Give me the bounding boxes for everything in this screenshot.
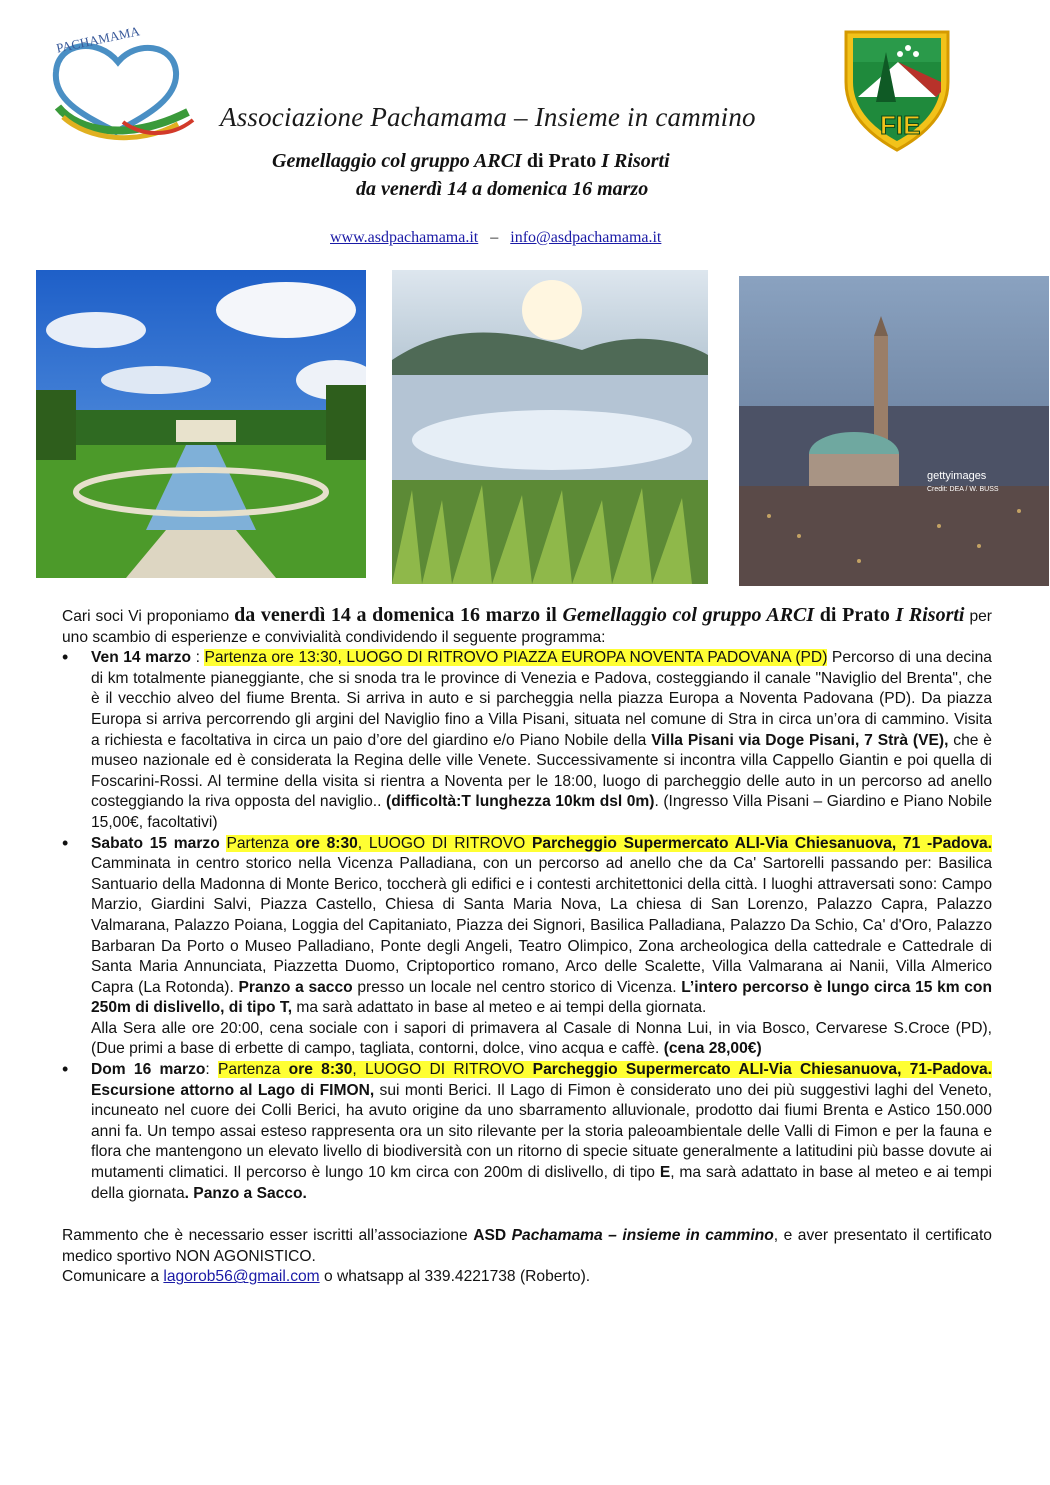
pachamama-logo-text: PACHAMAMA <box>54 23 141 56</box>
contact-links <box>330 229 661 247</box>
day-friday: • Ven 14 marzo : Partenza ore 13:30, LUOGO DI RITROVO PIAZZA EUROPA NOVENTA PADOVANA (PD) Percorso di una decina di km totalmente pianeggiante, che si snoda tra le province di Venezia e Padova, costeggiando il canale "Naviglio del Brenta", che è il vecchio alveo del fiume Brenta. Si arriva in auto e si parcheggia nella piazza Europa a Noventa Padovana (PD). Da piazza Europa si arriva percorrendo gli argini del Naviglio fino a Villa Pisani, situata nel comune di Stra in circa un’ora di cammino. Visita a richiesta e facoltativa in circa un paio d’ore del giardino e/o Piano Nobile della Villa Pisani via Doge Pisani, 7 Strà (VE), che è museo nazionale ed è considerata la Regina delle ville Venete. Successivamente si incontra villa Cappello Giantin e poi quella di Foscarini-Rossi. Al termine della visita si rientra a Noventa per le 18:00, luogo di parcheggio delle auto in un percorso ad anello costeggiando la riva opposta del naviglio.. (difficoltà:T lunghezza 10km dsl 0m). (Ingresso Villa Pisani – Giardino e Piano Nobile 15,00€, facoltativi) <box>62 648 992 833</box>
email-link[interactable]: info@asdpachamama.it <box>510 229 662 246</box>
fie-logo <box>838 22 956 154</box>
event-dates: da venerdì 14 a domenica 16 marzo <box>356 178 649 200</box>
fie-logo-text: FIE <box>880 110 921 140</box>
website-link[interactable]: www.asdpachamama.it <box>330 229 479 246</box>
intro-paragraph: Cari soci Vi proponiamo da venerdì 14 a domenica 16 marzo il Gemellaggio col gruppo ARCI di Prato I Risorti per uno scambio di esperienze e convivialità condividendo il seguente programma: <box>62 604 993 646</box>
closing-paragraph: Rammento che è necessario esser iscritti all’associazione ASD Pachamama – insieme in cammino, e aver presentato il certificato medico sportivo NON AGONISTICO. Comunicare a lagorob56@gmail.com o whatsapp al 339.4221738 (Roberto). <box>62 1227 992 1286</box>
program-list <box>62 648 992 1204</box>
getty-watermark: gettyimages <box>927 470 987 482</box>
association-title: Associazione Pachamama – Insieme in cammino <box>220 102 756 132</box>
pachamama-logo <box>38 22 198 147</box>
villa-pisani-photo <box>36 270 366 578</box>
day-sunday: • Dom 16 marzo: Partenza ore 8:30, LUOGO DI RITROVO Parcheggio Supermercato ALI-Via Chiesanuova, 71-Padova. Escursione attorno al Lago di FIMON, sui monti Berici. Il Lago di Fimon è considerato uno dei più suggestivi laghi del Veneto, incuneato nel cuore dei Colli Berici, ha avuto origine da uno sbarramento alluvionale, prodotto dai fiumi Brenta e Astico 150.000 anni fa. Un tempo assai esteso rappresenta ora un sito rilevante per la storia paleoambientale delle Valli di Fimon e per la fauna e flora che mantengono un elevato livello di biodiversità con un ritorno di specie situate generalmente a latitudini più basse dovute ai mutamenti climatici. Il percorso è lungo 10 km circa con 200m di dislivello, di tipo E, ma sarà adattato in base al meteo e ai tempi della giornata. Panzo a Sacco. <box>62 1060 992 1204</box>
twinning-subtitle: Gemellaggio col gruppo ARCI di Prato I Risorti <box>272 150 670 172</box>
contact-email-link[interactable]: lagorob56@gmail.com <box>163 1268 320 1286</box>
lake-fimon-photo <box>392 270 708 584</box>
day-saturday: • Sabato 15 marzo Partenza ore 8:30, LUOGO DI RITROVO Parcheggio Supermercato ALI-Via Chiesanuova, 71 -Padova. Camminata in centro storico nella Vicenza Palladiana, con un percorso ad anello che da Ca' Sartorelli passando per: Basilica Santuario della Madonna di Monte Berico, toccherà gli edifici e i contesti architettonici della città. I luoghi attraversati sono: Campo Marzio, Giardini Salvi, Piazza Castello, Chiesa di Santa Maria Nova, La chiesa di San Lorenzo, Palazzo Capra, Palazzo Valmarana, Palazzo Poiana, Loggia del Capitaniato, Piazza dei Signori, Basilica Palladiana, Palazzo Da Schio, Ca' d'Oro, Palazzo Barbaran Da Porto o Museo Palladiano, Ponte degli Angeli, Teatro Olimpico, Zona archeologica della cattedrale e Cattedrale di Santa Maria Annunciata, Piazzetta Duomo, Criptoportico romano, Arco delle Scalette, Villa Valmarana ai Nanii, Villa Almerico Capra (La Rotonda). Pranzo a sacco presso un locale nel centro storico di Vicenza. L’intero percorso è lungo circa 15 km con 250m di dislivello, di tipo T, ma sarà adattato in base al meteo e ai tempi della giornata. Alla Sera alle ore 20:00, cena sociale con i sapori di primavera al Casale di Nonna Lui, in via Bosco, Cervarese S.Croce (PD), (Due primi a base di erbette di campo, tagliata, contorni, dolce, vino acqua e caffè. (cena 28,00€) <box>62 834 992 1061</box>
photo-credit: Credit: DEA / W. BUSS <box>927 486 999 493</box>
vicenza-photo <box>739 276 1049 586</box>
separator: – <box>490 229 499 246</box>
program-body <box>62 605 992 1288</box>
